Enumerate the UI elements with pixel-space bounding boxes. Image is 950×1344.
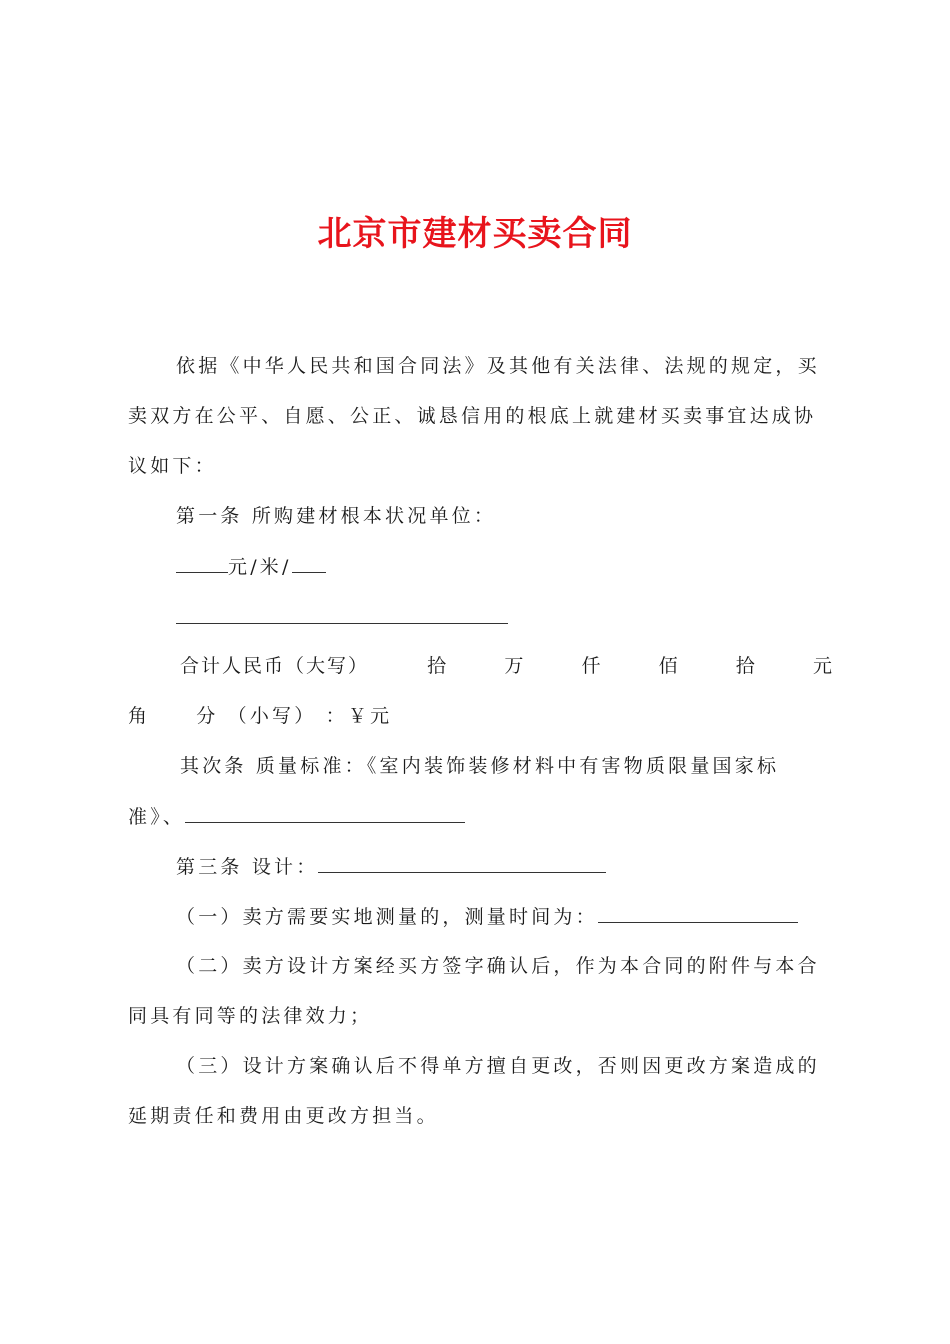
document-title: 北京市建材买卖合同 bbox=[317, 214, 633, 254]
total-rmb-line bbox=[180, 652, 832, 680]
amount-small: 分 （小写） ：￥元 bbox=[196, 705, 393, 727]
article2-standard-end: 准》、 bbox=[128, 806, 186, 828]
unit-shi: 拾 bbox=[427, 655, 447, 677]
intro-line-1: 依据《中华人民共和国合同法》及其他有关法律、法规的规定，买 bbox=[176, 355, 820, 377]
article1-heading: 第一条 所购建材根本状况单位： bbox=[176, 505, 497, 527]
total-label: 合计人民币（大写） bbox=[180, 655, 370, 677]
unit-bai: 佰 bbox=[658, 655, 678, 677]
design-blank bbox=[318, 852, 606, 873]
article3-heading: 第三条 设计： bbox=[176, 856, 319, 878]
unit-jiao: 角 bbox=[128, 705, 151, 727]
spec-blank bbox=[176, 603, 508, 624]
article3-item3-line-2: 延期责任和费用由更改方担当。 bbox=[128, 1105, 439, 1127]
unit-shi-2: 拾 bbox=[735, 655, 755, 677]
article3-heading-line bbox=[176, 852, 606, 881]
unit-blank bbox=[292, 552, 326, 573]
unit-wan: 万 bbox=[504, 655, 524, 677]
measure-time-blank bbox=[598, 902, 798, 923]
article3-item2-line-2: 同具有同等的法律效力； bbox=[128, 1005, 373, 1027]
unit-qian: 仟 bbox=[581, 655, 601, 677]
intro-line-2: 卖双方在公平、自愿、公正、诚恳信用的根底上就建材买卖事宜达成协 bbox=[128, 405, 817, 427]
article3-item1-line bbox=[176, 902, 798, 931]
article1-blank-line bbox=[176, 603, 508, 632]
article3-item2-line-1: （二）卖方设计方案经买方签字确认后，作为本合同的附件与本合 bbox=[176, 955, 820, 977]
article2-line-1: 其次条 质量标准：《室内装饰装修材料中有害物质限量国家标 bbox=[180, 755, 780, 777]
intro-line-3: 议如下： bbox=[128, 455, 217, 477]
article1-unit-line bbox=[176, 552, 326, 581]
article3-item3-line-1: （三）设计方案确认后不得单方擅自更改，否则因更改方案造成的 bbox=[176, 1055, 820, 1077]
unit-label: 元/米/ bbox=[228, 556, 292, 578]
total-rmb-line-2 bbox=[128, 702, 392, 730]
standard-blank bbox=[185, 802, 465, 823]
article3-item1: （一）卖方需要实地测量的，测量时间为： bbox=[176, 906, 598, 928]
price-blank bbox=[176, 552, 228, 573]
unit-yuan: 元 bbox=[812, 655, 832, 677]
article2-line-2 bbox=[128, 802, 465, 831]
